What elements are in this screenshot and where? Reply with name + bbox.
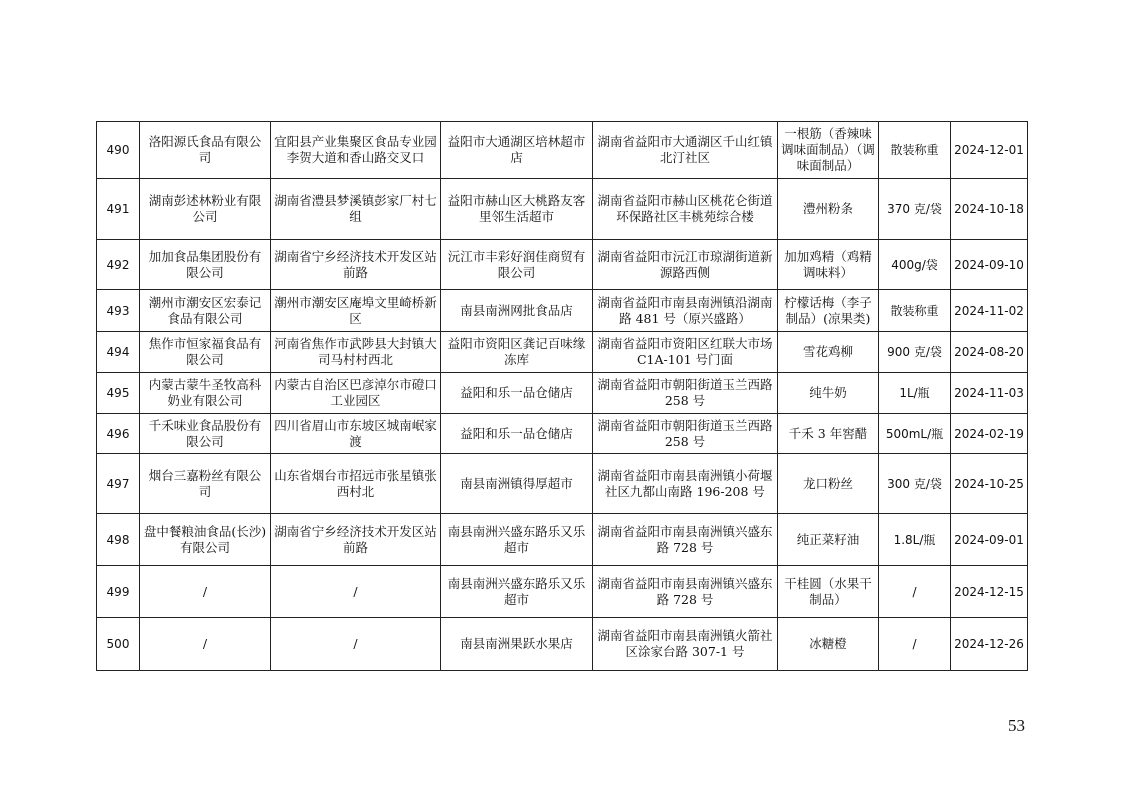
product-spec: 1.8L/瓶 <box>879 514 951 566</box>
product-name: 龙口粉丝 <box>778 454 879 514</box>
production-date: 2024-12-15 <box>951 566 1028 618</box>
sampling-table <box>96 121 1028 671</box>
seller-address: 湖南省益阳市南县南洲镇小荷堰社区九都山南路 196-208 号 <box>593 454 778 514</box>
seller-name: 南县南洲兴盛东路乐又乐超市 <box>441 566 593 618</box>
product-name: 千禾 3 年窖醋 <box>778 414 879 454</box>
producer-address: 宜阳县产业集聚区食品专业园李贺大道和香山路交叉口 <box>271 122 441 179</box>
seller-name: 益阳和乐一品仓储店 <box>441 414 593 454</box>
production-date: 2024-11-03 <box>951 373 1028 414</box>
row-number: 491 <box>97 179 140 240</box>
table-row <box>97 414 1028 454</box>
seller-address: 湖南省益阳市大通湖区千山红镇北汀社区 <box>593 122 778 179</box>
producer-address: 内蒙古自治区巴彦淖尔市磴口工业园区 <box>271 373 441 414</box>
producer-address: / <box>271 566 441 618</box>
table-row <box>97 514 1028 566</box>
seller-name: 益阳市赫山区大桃路友客里邻生活超市 <box>441 179 593 240</box>
seller-name: 益阳和乐一品仓储店 <box>441 373 593 414</box>
production-date: 2024-02-19 <box>951 414 1028 454</box>
seller-name: 益阳市资阳区龚记百味缘冻库 <box>441 332 593 373</box>
product-name: 雪花鸡柳 <box>778 332 879 373</box>
row-number: 496 <box>97 414 140 454</box>
seller-address: 湖南省益阳市资阳区红联大市场 C1A-101 号门面 <box>593 332 778 373</box>
table-row <box>97 332 1028 373</box>
row-number: 495 <box>97 373 140 414</box>
seller-address: 湖南省益阳市朝阳街道玉兰西路 258 号 <box>593 373 778 414</box>
product-name: 纯牛奶 <box>778 373 879 414</box>
table-row <box>97 240 1028 290</box>
page-number: 53 <box>1008 716 1025 735</box>
producer-name: 千禾味业食品股份有限公司 <box>140 414 271 454</box>
product-spec: 500mL/瓶 <box>879 414 951 454</box>
product-name: 一根筋（香辣味调味面制品）（调味面制品） <box>778 122 879 179</box>
producer-address: 河南省焦作市武陟县大封镇大司马村村西北 <box>271 332 441 373</box>
product-name: 纯正菜籽油 <box>778 514 879 566</box>
production-date: 2024-11-02 <box>951 290 1028 332</box>
producer-name: 潮州市潮安区宏泰记食品有限公司 <box>140 290 271 332</box>
production-date: 2024-12-01 <box>951 122 1028 179</box>
producer-address: 潮州市潮安区庵埠文里崎桥新区 <box>271 290 441 332</box>
producer-address: 湖南省宁乡经济技术开发区站前路 <box>271 240 441 290</box>
producer-address: 湖南省宁乡经济技术开发区站前路 <box>271 514 441 566</box>
product-spec: 散装称重 <box>879 290 951 332</box>
producer-address: 山东省烟台市招远市张星镇张西村北 <box>271 454 441 514</box>
production-date: 2024-08-20 <box>951 332 1028 373</box>
seller-address: 湖南省益阳市赫山区桃花仑街道环保路社区丰桃苑综合楼 <box>593 179 778 240</box>
table-row <box>97 618 1028 671</box>
production-date: 2024-10-18 <box>951 179 1028 240</box>
product-name: 澧州粉条 <box>778 179 879 240</box>
production-date: 2024-12-26 <box>951 618 1028 671</box>
seller-address: 湖南省益阳市南县南洲镇沿湖南路 481 号（原兴盛路） <box>593 290 778 332</box>
row-number: 490 <box>97 122 140 179</box>
seller-address: 湖南省益阳市南县南洲镇兴盛东路 728 号 <box>593 514 778 566</box>
table-row <box>97 454 1028 514</box>
producer-name: 内蒙古蒙牛圣牧高科奶业有限公司 <box>140 373 271 414</box>
producer-name: 烟台三嘉粉丝有限公司 <box>140 454 271 514</box>
seller-address: 湖南省益阳市沅江市琼湖街道新源路西侧 <box>593 240 778 290</box>
seller-address: 湖南省益阳市南县南洲镇兴盛东路 728 号 <box>593 566 778 618</box>
row-number: 500 <box>97 618 140 671</box>
producer-address: 湖南省澧县梦溪镇彭家厂村七组 <box>271 179 441 240</box>
table-row <box>97 373 1028 414</box>
table-row <box>97 290 1028 332</box>
production-date: 2024-10-25 <box>951 454 1028 514</box>
seller-name: 南县南洲镇得厚超市 <box>441 454 593 514</box>
row-number: 499 <box>97 566 140 618</box>
producer-name: 盘中餐粮油食品(长沙)有限公司 <box>140 514 271 566</box>
production-date: 2024-09-10 <box>951 240 1028 290</box>
row-number: 493 <box>97 290 140 332</box>
seller-address: 湖南省益阳市南县南洲镇火箭社区涂家台路 307-1 号 <box>593 618 778 671</box>
product-spec: / <box>879 618 951 671</box>
producer-name: 加加食品集团股份有限公司 <box>140 240 271 290</box>
table-row <box>97 179 1028 240</box>
product-name: 干桂圆（水果干制品） <box>778 566 879 618</box>
seller-name: 南县南洲果跃水果店 <box>441 618 593 671</box>
seller-name: 南县南洲兴盛东路乐又乐超市 <box>441 514 593 566</box>
seller-name: 益阳市大通湖区培林超市店 <box>441 122 593 179</box>
producer-name: 洛阳源氏食品有限公司 <box>140 122 271 179</box>
product-spec: 1L/瓶 <box>879 373 951 414</box>
producer-address: 四川省眉山市东坡区城南岷家渡 <box>271 414 441 454</box>
producer-name: / <box>140 618 271 671</box>
product-spec: 散装称重 <box>879 122 951 179</box>
product-spec: 370 克/袋 <box>879 179 951 240</box>
producer-address: / <box>271 618 441 671</box>
producer-name: 湖南彭述林粉业有限公司 <box>140 179 271 240</box>
seller-address: 湖南省益阳市朝阳街道玉兰西路 258 号 <box>593 414 778 454</box>
row-number: 492 <box>97 240 140 290</box>
product-name: 柠檬话梅（李子制品）(凉果类) <box>778 290 879 332</box>
table-row <box>97 122 1028 179</box>
producer-name: 焦作市恒家福食品有限公司 <box>140 332 271 373</box>
product-spec: / <box>879 566 951 618</box>
table-row <box>97 566 1028 618</box>
product-spec: 900 克/袋 <box>879 332 951 373</box>
seller-name: 南县南洲网批食品店 <box>441 290 593 332</box>
producer-name: / <box>140 566 271 618</box>
row-number: 497 <box>97 454 140 514</box>
production-date: 2024-09-01 <box>951 514 1028 566</box>
product-spec: 400g/袋 <box>879 240 951 290</box>
product-spec: 300 克/袋 <box>879 454 951 514</box>
row-number: 494 <box>97 332 140 373</box>
seller-name: 沅江市丰彩好润佳商贸有限公司 <box>441 240 593 290</box>
product-name: 冰糖橙 <box>778 618 879 671</box>
product-name: 加加鸡精（鸡精调味料） <box>778 240 879 290</box>
row-number: 498 <box>97 514 140 566</box>
